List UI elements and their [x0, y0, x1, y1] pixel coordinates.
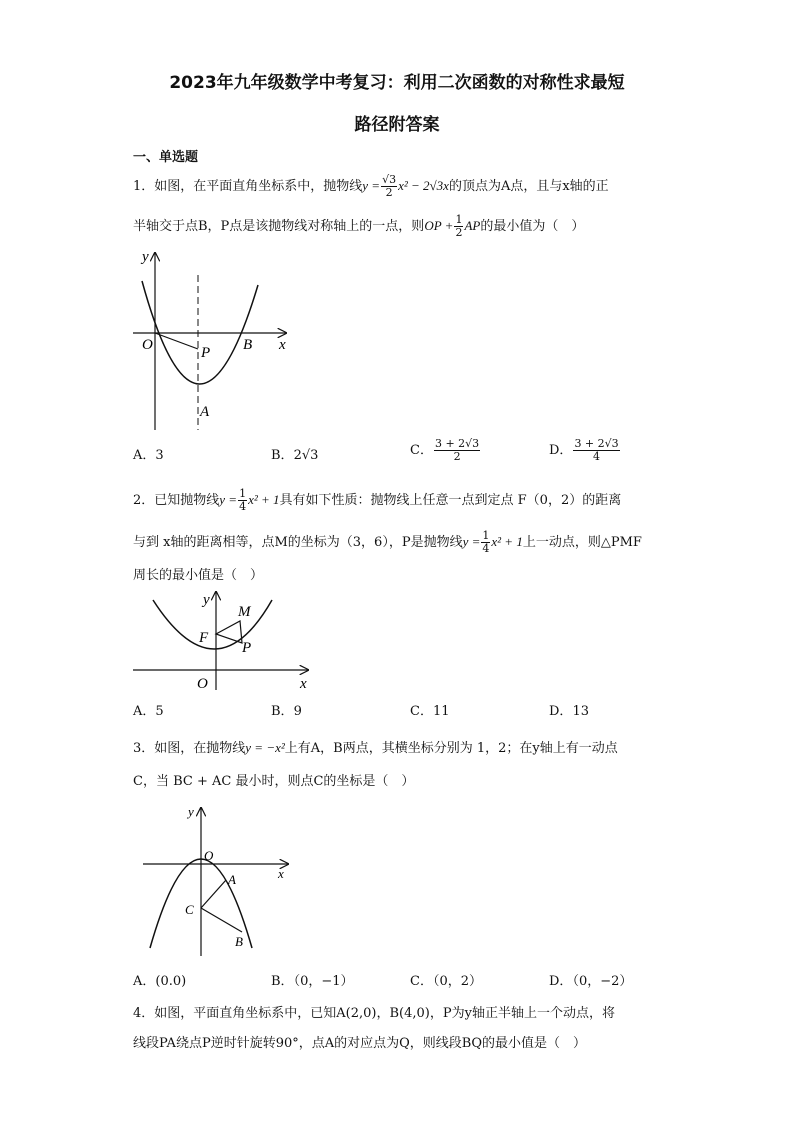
- q2-eq-fraction: $\frac{1}{4}$: [239, 487, 247, 513]
- q1-eq-rest: x² − 2√3x: [398, 178, 449, 193]
- q2-option-d[interactable]: D．13: [549, 704, 589, 719]
- q2-eq2-y: y =: [462, 534, 481, 549]
- q3-label-b: B: [235, 934, 243, 949]
- q1-label-y: y: [142, 249, 149, 265]
- q1-expr-b: AP: [464, 218, 481, 233]
- q1-option-b[interactable]: B．2√3: [271, 448, 319, 463]
- q1-line1: [133, 174, 609, 199]
- q3-option-a[interactable]: A．(0.0): [133, 974, 187, 989]
- q4-line1: 4．如图，平面直角坐标系中，已知A(2,0)，B(4,0)，P为y轴正半轴上一个动点，将: [133, 1006, 615, 1021]
- q1-options: [133, 437, 693, 470]
- section-heading: 一、单选题: [133, 150, 199, 165]
- q1-text2: 半轴交于点B，P点是该抛物线对称轴上的一点，则: [133, 219, 425, 234]
- q3-label-a: A: [228, 872, 236, 887]
- q1-label-p: P: [201, 345, 211, 361]
- q1-text2-cont: 的最小值为（ ）: [480, 219, 585, 234]
- q2-line2: [133, 530, 642, 555]
- q3-option-d[interactable]: D．（0，−2）: [549, 974, 633, 989]
- q1-eq-y: y =: [362, 178, 381, 193]
- q3-segment-ca: [201, 880, 226, 908]
- q2-line1: [133, 488, 621, 513]
- q2-label-y: y: [203, 592, 210, 608]
- q2-text2: 与到 x轴的距离相等，点M的坐标为（3，6），P是抛物线: [133, 535, 463, 550]
- q1-option-c[interactable]: C． $\frac{3 + 2√3}{2}$: [410, 437, 480, 463]
- q1-text: 1．如图，在平面直角坐标系中，抛物线: [133, 179, 363, 194]
- q1-label-x: x: [279, 337, 286, 353]
- q1-eq-fraction: $\frac{√3}{2}$: [382, 173, 397, 199]
- q2-parabola-curve: [153, 600, 272, 649]
- q2-label-o: O: [197, 676, 208, 692]
- q1-line2: [133, 214, 584, 239]
- q2-eq-y: y =: [219, 492, 238, 507]
- q2-option-a[interactable]: A．5: [133, 704, 164, 719]
- q3-label-c: C: [185, 902, 194, 917]
- q2-text-cont: 具有如下性质：抛物线上任意一点到定点 F（0，2）的距离: [279, 493, 622, 508]
- q2-parabola-figure: [128, 588, 318, 694]
- q1-label-a: A: [200, 404, 210, 420]
- q2-text2-cont: 上一动点，则△PMF: [522, 535, 642, 550]
- q3-segment-cb: [201, 908, 242, 932]
- q3-line2: C，当 BC + AC 最小时，则点C的坐标是（ ）: [133, 774, 415, 789]
- q3-text: 3．如图，在抛物线: [133, 741, 246, 756]
- q2-options: [133, 702, 693, 726]
- q2-text: 2．已知抛物线: [133, 493, 220, 508]
- q2-label-m: M: [238, 604, 251, 620]
- q2-eq-rest: x² + 1: [248, 492, 280, 507]
- q2-triangle-pmf: [216, 621, 242, 643]
- q1-text-cont: 的顶点为A点，且与x轴的正: [448, 179, 609, 194]
- q3-text-cont: 上有A，B两点，其横坐标分别为 1，2；在y轴上有一动点: [284, 741, 618, 756]
- q1-option-a[interactable]: A．3: [133, 448, 164, 463]
- q3-option-c[interactable]: C．（0，2）: [410, 974, 482, 989]
- q3-label-y: y: [188, 804, 194, 819]
- q3-options: [133, 972, 693, 996]
- q3-label-x: x: [278, 866, 284, 881]
- doc-title-line1: 2023年九年级数学中考复习：利用二次函数的对称性求最短: [169, 73, 625, 93]
- q3-option-b[interactable]: B．（0，−1）: [271, 974, 354, 989]
- q3-eq: y = −x²: [245, 740, 285, 755]
- q2-eq2-fraction: $\frac{1}{4}$: [482, 529, 490, 555]
- q2-eq2-rest: x² + 1: [491, 534, 523, 549]
- q3-label-o: O: [204, 848, 214, 863]
- q1-expr-a: OP +: [424, 218, 454, 233]
- q1-label-o: O: [142, 337, 153, 353]
- q1-parabola-figure: [128, 245, 298, 435]
- q4-line2: 线段PA绕点P逆时针旋转90°，点A的对应点为Q，则线段BQ的最小值是（ ）: [133, 1036, 586, 1051]
- q2-option-c[interactable]: C．11: [410, 704, 450, 719]
- q2-label-x: x: [300, 676, 307, 692]
- q1-label-b: B: [243, 337, 253, 353]
- q1-option-d[interactable]: D． $\frac{3 + 2√3}{4}$: [549, 437, 619, 463]
- q1-expr-fraction: $\frac{1}{2}$: [455, 213, 463, 239]
- q2-option-b[interactable]: B．9: [271, 704, 302, 719]
- q2-line3: 周长的最小值是（ ）: [133, 568, 264, 583]
- q3-parabola-figure: [138, 800, 298, 960]
- doc-title-line2: 路径附答案: [354, 115, 440, 135]
- q2-label-f: F: [199, 630, 209, 646]
- q3-line1: [133, 738, 618, 759]
- q2-label-p: P: [242, 640, 252, 656]
